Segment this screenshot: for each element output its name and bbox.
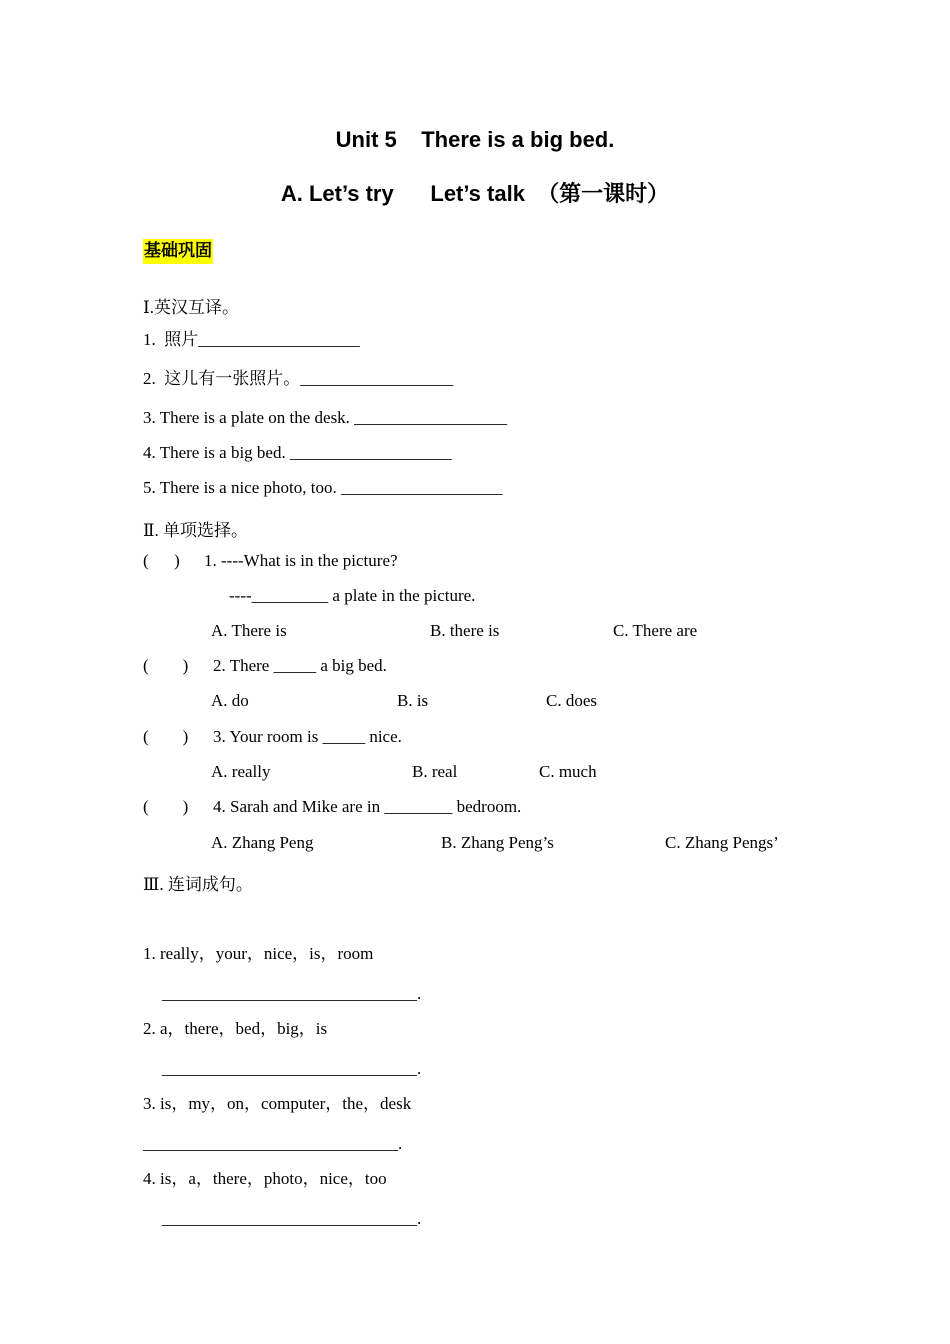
option-b: B. there is <box>430 621 500 640</box>
question-stem-line-2: ----_________ a plate in the picture. <box>229 586 476 605</box>
answer-line: ______________________________. <box>162 984 422 1003</box>
option-b: B. real <box>412 762 458 781</box>
option-c: C. does <box>546 691 597 710</box>
answer-line: ______________________________. <box>143 1134 403 1153</box>
scrambled-words: 3. is，my，on，computer，the，desk <box>143 1094 412 1113</box>
answer-paren: ( ) <box>143 727 189 746</box>
answer-paren: ( ) <box>143 797 189 816</box>
scrambled-words: 1. really，your，nice，is，room <box>143 944 374 963</box>
page-title: Unit 5 There is a big bed. <box>335 127 615 152</box>
scrambled-words: 4. is，a，there，photo，nice，too <box>143 1169 387 1188</box>
translate-item: 4. There is a big bed. ___________________ <box>143 443 452 462</box>
answer-paren: ( ) <box>143 551 180 570</box>
option-b: B. Zhang Peng’s <box>441 833 554 852</box>
option-a: A. Zhang Peng <box>211 833 314 852</box>
question-stem: 3. Your room is _____ nice. <box>213 727 402 746</box>
option-a: A. do <box>211 691 249 710</box>
option-b: B. is <box>397 691 429 710</box>
option-a: A. There is <box>211 621 287 640</box>
section-1-heading: Ⅰ.英汉互译。 <box>143 298 239 317</box>
option-c: C. Zhang Pengs’ <box>665 833 779 852</box>
section-badge: 基础巩固 <box>143 239 213 264</box>
question-stem: 1. ----What is in the picture? <box>204 551 398 570</box>
translate-item: 2. 这儿有一张照片。__________________ <box>143 369 454 388</box>
question-stem: 2. There _____ a big bed. <box>213 656 387 675</box>
option-c: C. There are <box>613 621 698 640</box>
option-a: A. really <box>211 762 271 781</box>
option-c: C. much <box>539 762 597 781</box>
answer-line: ______________________________. <box>162 1059 422 1078</box>
answer-line: ______________________________. <box>162 1209 422 1228</box>
scrambled-words: 2. a，there，bed，big，is <box>143 1019 328 1038</box>
section-2-heading: Ⅱ. 单项选择。 <box>143 521 249 540</box>
page-subtitle: A. Let’s try Let’s talk （第一课时） <box>280 181 670 206</box>
translate-item: 5. There is a nice photo, too. ___________________ <box>143 478 503 497</box>
translate-item: 3. There is a plate on the desk. __________________ <box>143 408 508 427</box>
translate-item: 1. 照片___________________ <box>143 330 360 349</box>
answer-paren: ( ) <box>143 656 189 675</box>
question-stem: 4. Sarah and Mike are in ________ bedroom. <box>213 797 522 816</box>
section-3-heading: Ⅲ. 连词成句。 <box>143 875 253 894</box>
